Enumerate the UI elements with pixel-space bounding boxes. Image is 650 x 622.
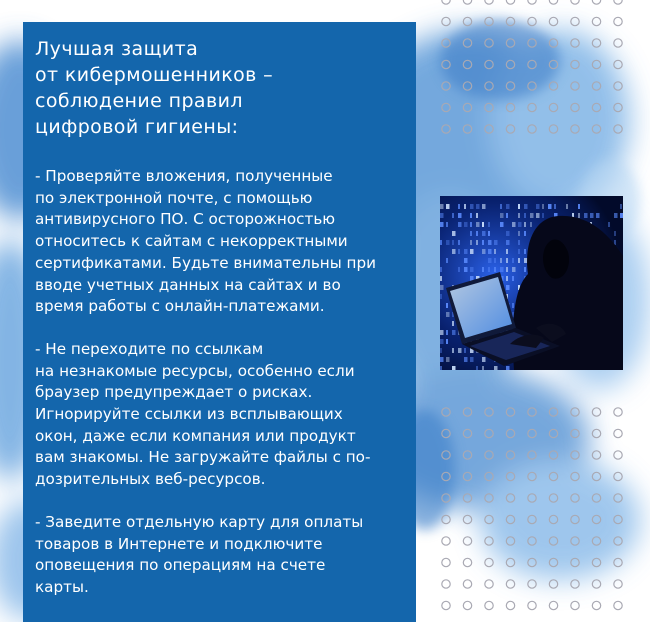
grid-dot bbox=[614, 580, 622, 588]
grid-dot bbox=[549, 451, 557, 459]
grid-dot bbox=[442, 537, 450, 545]
grid-dot bbox=[442, 515, 450, 523]
dot-grid-top bbox=[438, 0, 628, 169]
grid-dot bbox=[506, 515, 514, 523]
grid-dot bbox=[506, 408, 514, 416]
grid-dot bbox=[614, 537, 622, 545]
grid-dot bbox=[549, 472, 557, 480]
grid-dot bbox=[549, 103, 557, 111]
grid-dot bbox=[571, 580, 579, 588]
grid-dot bbox=[463, 537, 471, 545]
grid-dot bbox=[485, 103, 493, 111]
grid-dot bbox=[549, 125, 557, 133]
grid-dot bbox=[549, 601, 557, 609]
grid-dot bbox=[549, 515, 557, 523]
grid-dot bbox=[571, 60, 579, 68]
grid-dot bbox=[506, 429, 514, 437]
grid-dot bbox=[592, 515, 600, 523]
grid-dot bbox=[485, 494, 493, 502]
grid-dot bbox=[528, 601, 536, 609]
grid-dot bbox=[614, 60, 622, 68]
grid-dot bbox=[549, 0, 557, 4]
grid-dot bbox=[571, 39, 579, 47]
tip-paragraph-3: - Заведите отдельную карту для оплаты товаров в Интернете и подключите оповещения по операциям на счете карты. bbox=[35, 512, 364, 596]
grid-dot bbox=[506, 558, 514, 566]
grid-dot bbox=[614, 472, 622, 480]
grid-dot bbox=[592, 0, 600, 4]
grid-dot bbox=[463, 494, 471, 502]
grid-dot bbox=[528, 60, 536, 68]
grid-dot bbox=[463, 39, 471, 47]
grid-dot bbox=[549, 494, 557, 502]
grid-dot bbox=[614, 601, 622, 609]
grid-dot bbox=[442, 601, 450, 609]
grid-dot bbox=[614, 515, 622, 523]
grid-dot bbox=[506, 82, 514, 90]
grid-dot bbox=[614, 103, 622, 111]
grid-dot bbox=[571, 0, 579, 4]
grid-dot bbox=[549, 408, 557, 416]
grid-dot bbox=[506, 103, 514, 111]
grid-dot bbox=[463, 60, 471, 68]
grid-dot bbox=[485, 408, 493, 416]
dot-grid-bottom bbox=[438, 398, 628, 622]
grid-dot bbox=[592, 408, 600, 416]
grid-dot bbox=[485, 82, 493, 90]
grid-dot bbox=[571, 17, 579, 25]
grid-dot bbox=[528, 515, 536, 523]
grid-dot bbox=[463, 0, 471, 4]
grid-dot bbox=[485, 537, 493, 545]
grid-dot bbox=[571, 515, 579, 523]
grid-dot bbox=[549, 558, 557, 566]
grid-dot bbox=[528, 0, 536, 4]
grid-dot bbox=[463, 601, 471, 609]
grid-dot bbox=[442, 125, 450, 133]
grid-dot bbox=[614, 451, 622, 459]
grid-dot bbox=[528, 429, 536, 437]
grid-dot bbox=[592, 429, 600, 437]
grid-dot bbox=[485, 515, 493, 523]
grid-dot bbox=[571, 494, 579, 502]
grid-dot bbox=[571, 451, 579, 459]
grid-dot bbox=[485, 39, 493, 47]
hooded-hacker-illustration bbox=[440, 196, 623, 370]
grid-dot bbox=[506, 451, 514, 459]
grid-dot bbox=[485, 451, 493, 459]
grid-dot bbox=[592, 580, 600, 588]
grid-dot bbox=[506, 39, 514, 47]
grid-dot bbox=[592, 451, 600, 459]
grid-dot bbox=[442, 17, 450, 25]
grid-dot bbox=[592, 472, 600, 480]
grid-dot bbox=[592, 17, 600, 25]
grid-dot bbox=[592, 103, 600, 111]
grid-dot bbox=[549, 60, 557, 68]
hacker-photo bbox=[440, 196, 623, 370]
grid-dot bbox=[571, 558, 579, 566]
grid-dot bbox=[549, 82, 557, 90]
grid-dot bbox=[506, 537, 514, 545]
grid-dot bbox=[442, 472, 450, 480]
grid-dot bbox=[571, 82, 579, 90]
grid-dot bbox=[549, 537, 557, 545]
grid-dot bbox=[528, 82, 536, 90]
grid-dot bbox=[528, 494, 536, 502]
grid-dot bbox=[506, 125, 514, 133]
grid-dot bbox=[442, 429, 450, 437]
grid-dot bbox=[463, 472, 471, 480]
grid-dot bbox=[485, 125, 493, 133]
tip-paragraph-1: - Проверяйте вложения, полученные по электронной почте, с помощью антивирусного ПО. С осторожностью относитесь к сайтам с некорректными сертификатами. Будьте внимательны при вводе учетных данных на сайтах и во время работы с онлайн-платежами. bbox=[35, 167, 376, 316]
grid-dot bbox=[442, 580, 450, 588]
grid-dot bbox=[571, 408, 579, 416]
grid-dot bbox=[592, 558, 600, 566]
grid-dot bbox=[549, 17, 557, 25]
grid-dot bbox=[614, 429, 622, 437]
grid-dot bbox=[614, 408, 622, 416]
grid-dot bbox=[614, 558, 622, 566]
grid-dot bbox=[592, 494, 600, 502]
grid-dot bbox=[506, 17, 514, 25]
grid-dot bbox=[485, 580, 493, 588]
grid-dot bbox=[614, 125, 622, 133]
grid-dot bbox=[506, 601, 514, 609]
grid-dot bbox=[592, 82, 600, 90]
grid-dot bbox=[463, 451, 471, 459]
grid-dot bbox=[528, 472, 536, 480]
grid-dot bbox=[528, 558, 536, 566]
grid-dot bbox=[463, 429, 471, 437]
grid-dot bbox=[549, 580, 557, 588]
grid-dot bbox=[571, 125, 579, 133]
grid-dot bbox=[528, 580, 536, 588]
grid-dot bbox=[485, 60, 493, 68]
grid-dot bbox=[528, 125, 536, 133]
grid-dot bbox=[442, 558, 450, 566]
grid-dot bbox=[571, 429, 579, 437]
grid-dot bbox=[614, 17, 622, 25]
grid-dot bbox=[463, 103, 471, 111]
grid-dot bbox=[549, 429, 557, 437]
grid-dot bbox=[463, 558, 471, 566]
grid-dot bbox=[528, 537, 536, 545]
grid-dot bbox=[571, 103, 579, 111]
grid-dot bbox=[442, 103, 450, 111]
grid-dot bbox=[506, 494, 514, 502]
grid-dot bbox=[485, 601, 493, 609]
grid-dot bbox=[592, 601, 600, 609]
grid-dot bbox=[442, 408, 450, 416]
grid-dot bbox=[614, 82, 622, 90]
grid-dot bbox=[528, 17, 536, 25]
grid-dot bbox=[442, 494, 450, 502]
grid-dot bbox=[442, 451, 450, 459]
grid-dot bbox=[463, 408, 471, 416]
grid-dot bbox=[506, 580, 514, 588]
grid-dot bbox=[571, 472, 579, 480]
grid-dot bbox=[549, 39, 557, 47]
grid-dot bbox=[506, 0, 514, 4]
grid-dot bbox=[571, 537, 579, 545]
grid-dot bbox=[463, 580, 471, 588]
grid-dot bbox=[528, 451, 536, 459]
info-panel bbox=[23, 22, 416, 622]
grid-dot bbox=[528, 408, 536, 416]
grid-dot bbox=[485, 429, 493, 437]
grid-dot bbox=[506, 60, 514, 68]
grid-dot bbox=[614, 39, 622, 47]
grid-dot bbox=[442, 39, 450, 47]
grid-dot bbox=[485, 17, 493, 25]
grid-dot bbox=[528, 39, 536, 47]
grid-dot bbox=[485, 558, 493, 566]
grid-dot bbox=[506, 472, 514, 480]
grid-dot bbox=[614, 494, 622, 502]
grid-dot bbox=[592, 39, 600, 47]
grid-dot bbox=[463, 515, 471, 523]
grid-dot bbox=[442, 82, 450, 90]
grid-dot bbox=[614, 0, 622, 4]
grid-dot bbox=[592, 125, 600, 133]
grid-dot bbox=[592, 537, 600, 545]
grid-dot bbox=[571, 601, 579, 609]
grid-dot bbox=[463, 82, 471, 90]
grid-dot bbox=[442, 60, 450, 68]
grid-dot bbox=[528, 103, 536, 111]
grid-dot bbox=[463, 17, 471, 25]
panel-heading: Лучшая защита от кибермошенников – соблюдение правил цифровой гигиены: bbox=[35, 38, 274, 138]
grid-dot bbox=[485, 0, 493, 4]
grid-dot bbox=[442, 0, 450, 4]
grid-dot bbox=[592, 60, 600, 68]
grid-dot bbox=[463, 125, 471, 133]
grid-dot bbox=[485, 472, 493, 480]
tip-paragraph-2: - Не переходите по ссылкам на незнакомые ресурсы, особенно если браузер предупреждает о рисках. Игнорируйте ссылки из всплывающих окон, даже если компания или продукт вам знакомы. Не загружайте файлы с по- дозрительных веб-ресурсов. bbox=[35, 339, 371, 489]
